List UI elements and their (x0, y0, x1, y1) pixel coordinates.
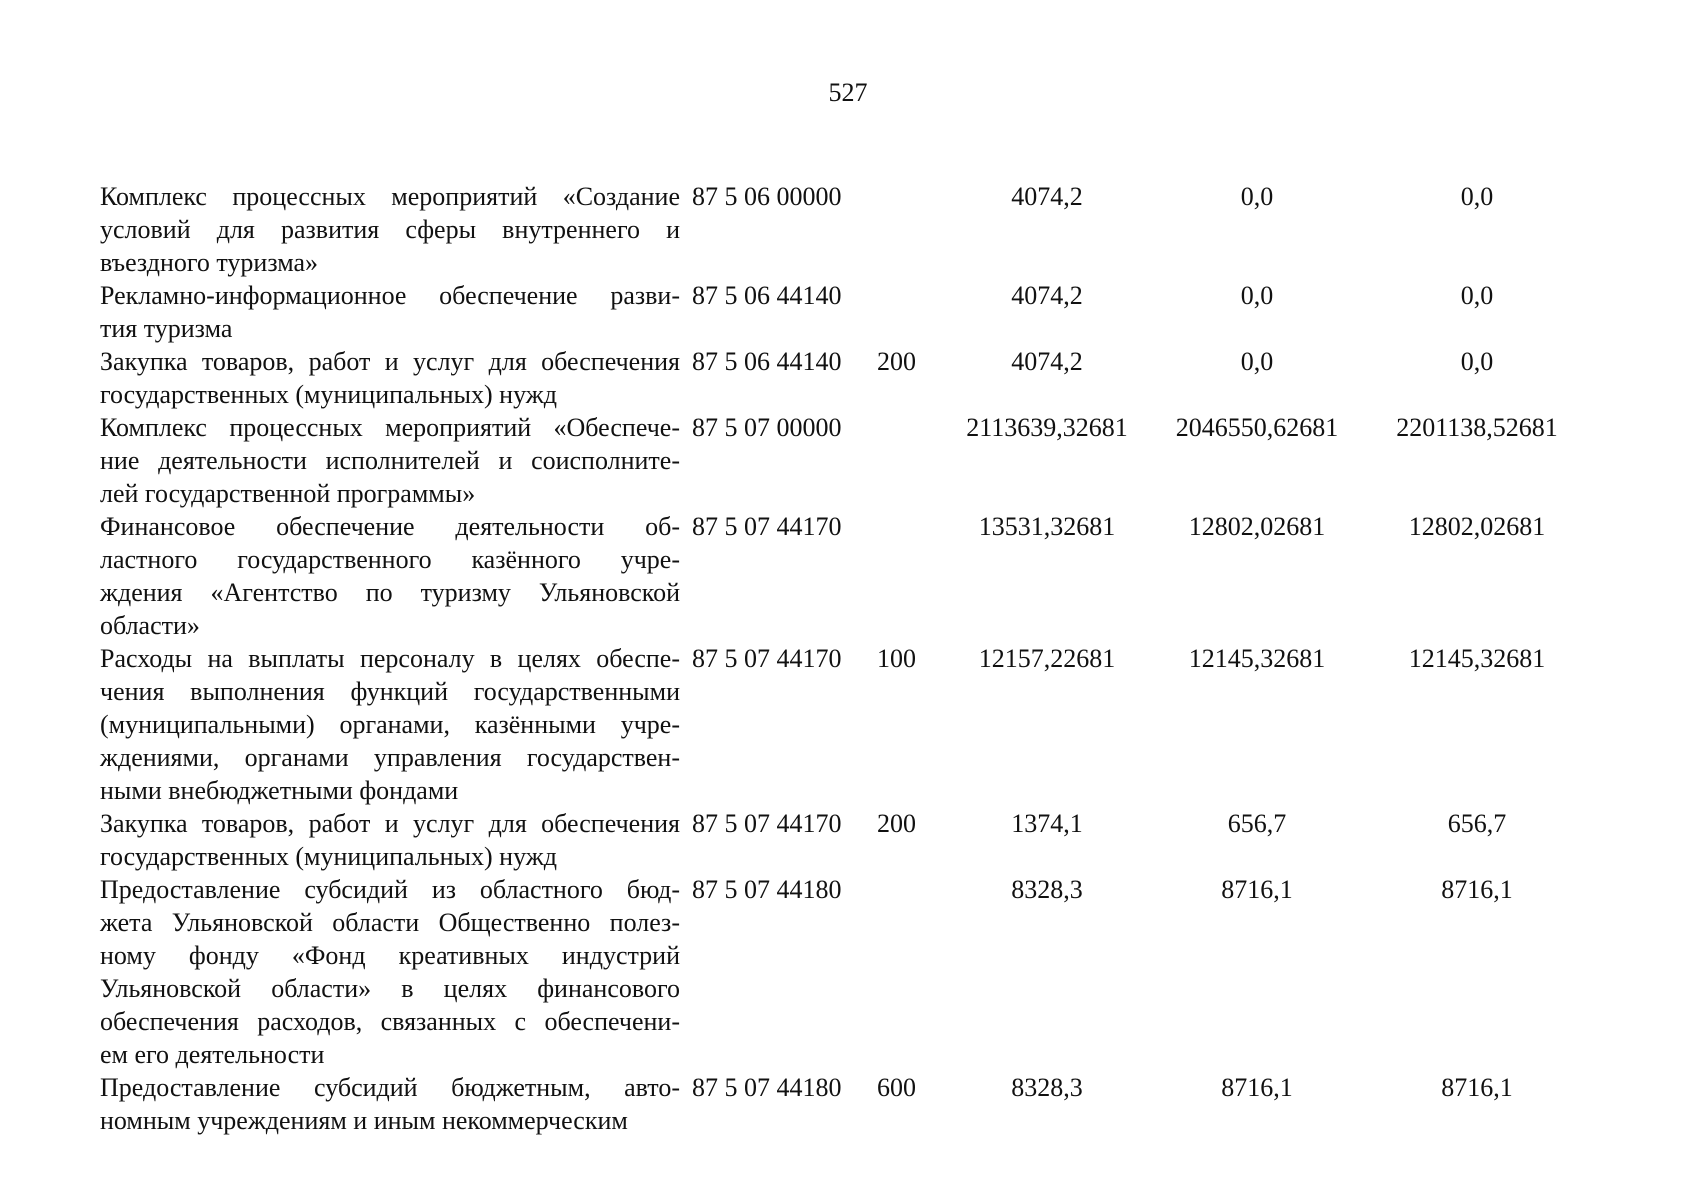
amount-year-1: 12157,22681 (978, 644, 1116, 673)
amount-year-1: 4074,2 (1011, 182, 1083, 211)
item-name (100, 1071, 680, 1137)
item-name (100, 180, 680, 279)
table-row (100, 873, 1600, 1071)
item-name-line: чения выполнения функций государственными (100, 677, 680, 706)
table-row (100, 510, 1600, 642)
amount-year-2: 0,0 (1240, 281, 1274, 310)
item-name (100, 510, 680, 642)
item-name-line: ждениями, органами управления государствен- (100, 743, 680, 772)
amount-year-2: 12145,32681 (1188, 644, 1326, 673)
amount-year-1: 1374,1 (1011, 809, 1083, 838)
amount-year-3: 12802,02681 (1408, 512, 1546, 541)
table-row (100, 1071, 1600, 1137)
amount-year-3: 8716,1 (1441, 875, 1513, 904)
item-name-line: ние деятельности исполнителей и соисполните- (100, 446, 680, 475)
amount-year-2: 12802,02681 (1188, 512, 1326, 541)
item-name-line: въездного туризма» (100, 248, 319, 277)
amount-year-3: 12145,32681 (1408, 644, 1546, 673)
amount-year-2: 8716,1 (1221, 1073, 1293, 1102)
item-name-line: Закупка товаров, работ и услуг для обеспечения (100, 809, 680, 838)
amount-year-3: 8716,1 (1441, 1073, 1513, 1102)
item-name (100, 642, 680, 807)
expense-type-code: 600 (877, 1073, 916, 1102)
expense-type-code: 200 (877, 809, 916, 838)
amount-year-1: 2113639,32681 (966, 413, 1128, 442)
item-name-line: государственных (муниципальных) нужд (100, 380, 557, 409)
page-number: 527 (828, 78, 868, 107)
expense-type-code: 100 (877, 644, 916, 673)
amount-year-2: 8716,1 (1221, 875, 1293, 904)
item-name-line: государственных (муниципальных) нужд (100, 842, 557, 871)
amount-year-3: 0,0 (1460, 347, 1494, 376)
item-name (100, 807, 680, 873)
amount-year-3: 656,7 (1447, 809, 1507, 838)
amount-year-2: 0,0 (1240, 347, 1274, 376)
target-article-code: 87 5 07 44170 (692, 809, 842, 838)
amount-year-2: 0,0 (1240, 182, 1274, 211)
target-article-code: 87 5 06 44140 (692, 347, 842, 376)
table-row (100, 279, 1600, 345)
item-name (100, 411, 680, 510)
budget-table (100, 180, 1600, 1137)
amount-year-2: 2046550,62681 (1175, 413, 1339, 442)
item-name-line: Предоставление субсидий бюджетным, авто- (100, 1073, 680, 1102)
target-article-code: 87 5 07 44170 (692, 644, 842, 673)
item-name (100, 345, 680, 411)
amount-year-2: 656,7 (1227, 809, 1287, 838)
item-name-line: (муниципальными) органами, казёнными учре- (100, 710, 680, 739)
item-name-line: области» (100, 611, 200, 640)
item-name-line: Комплекс процессных мероприятий «Обеспече- (100, 413, 680, 442)
item-name-line: номным учреждениям и иным некоммерческим (100, 1106, 628, 1135)
item-name-line: ному фонду «Фонд креативных индустрий (100, 941, 680, 970)
item-name-line: жета Ульяновской области Общественно полез- (100, 908, 680, 937)
target-article-code: 87 5 07 00000 (692, 413, 842, 442)
amount-year-3: 0,0 (1460, 182, 1494, 211)
amount-year-1: 8328,3 (1011, 1073, 1083, 1102)
item-name-line: ждения «Агентство по туризму Ульяновской (100, 578, 680, 607)
item-name-line: Рекламно-информационное обеспечение разви- (100, 281, 680, 310)
amount-year-1: 13531,32681 (978, 512, 1116, 541)
target-article-code: 87 5 07 44170 (692, 512, 842, 541)
item-name-line: Ульяновской области» в целях финансового (100, 974, 680, 1003)
item-name-line: Расходы на выплаты персоналу в целях обеспе- (100, 644, 680, 673)
target-article-code: 87 5 07 44180 (692, 875, 842, 904)
item-name-line: ем его деятельности (100, 1040, 325, 1069)
item-name-line: Комплекс процессных мероприятий «Создание (100, 182, 680, 211)
target-article-code: 87 5 06 44140 (692, 281, 842, 310)
item-name-line: ными внебюджетными фондами (100, 776, 459, 805)
item-name-line: тия туризма (100, 314, 233, 343)
target-article-code: 87 5 07 44180 (692, 1073, 842, 1102)
expense-type-code: 200 (877, 347, 916, 376)
item-name (100, 873, 680, 1071)
amount-year-1: 8328,3 (1011, 875, 1083, 904)
amount-year-3: 2201138,52681 (1396, 413, 1558, 442)
item-name-line: условий для развития сферы внутреннего и (100, 215, 680, 244)
table-row (100, 642, 1600, 807)
item-name-line: Финансовое обеспечение деятельности об- (100, 512, 680, 541)
amount-year-1: 4074,2 (1011, 281, 1083, 310)
amount-year-3: 0,0 (1460, 281, 1494, 310)
item-name-line: обеспечения расходов, связанных с обеспечени- (100, 1007, 680, 1036)
item-name-line: ластного государственного казённого учре- (100, 545, 680, 574)
target-article-code: 87 5 06 00000 (692, 182, 842, 211)
table-row (100, 807, 1600, 873)
item-name-line: Предоставление субсидий из областного бюд- (100, 875, 680, 904)
table-row (100, 180, 1600, 279)
item-name (100, 279, 680, 345)
table-row (100, 411, 1600, 510)
item-name-line: Закупка товаров, работ и услуг для обеспечения (100, 347, 680, 376)
table-row (100, 345, 1600, 411)
item-name-line: лей государственной программы» (100, 479, 476, 508)
amount-year-1: 4074,2 (1011, 347, 1083, 376)
